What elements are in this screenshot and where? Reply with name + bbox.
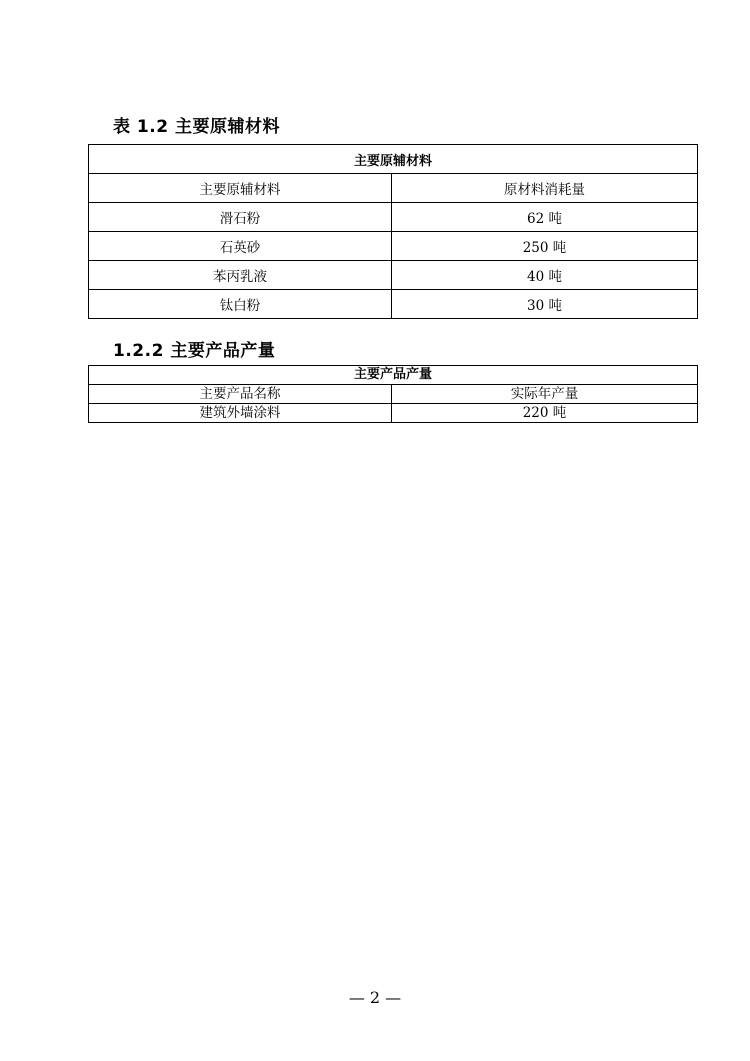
section-heading-product-output: 1.2.2 主要产品产量 — [113, 341, 276, 361]
section-heading-raw-materials: 表 1.2 主要原辅材料 — [113, 117, 280, 137]
column-header-consumption: 原材料消耗量 — [392, 174, 698, 203]
table-title: 主要产品产量 — [89, 366, 698, 385]
table-cell-annual-output: 220 吨 — [392, 404, 698, 423]
table-cell-consumption: 250 吨 — [392, 232, 698, 261]
raw-materials-table — [88, 144, 698, 319]
table-title-row — [89, 145, 698, 174]
table-cell-material: 苯丙乳液 — [89, 261, 392, 290]
table-row — [89, 203, 698, 232]
table-row — [89, 404, 698, 423]
page-number: — 2 — — [348, 988, 402, 1007]
table-cell-material: 滑石粉 — [89, 203, 392, 232]
table-header-row — [89, 174, 698, 203]
table-cell-consumption: 40 吨 — [392, 261, 698, 290]
table-title: 主要原辅材料 — [89, 145, 698, 174]
table-title-row — [89, 366, 698, 385]
table-cell-consumption: 62 吨 — [392, 203, 698, 232]
table-cell-product-name: 建筑外墙涂料 — [89, 404, 392, 423]
table-row — [89, 290, 698, 319]
table-cell-material: 钛白粉 — [89, 290, 392, 319]
table-cell-material: 石英砂 — [89, 232, 392, 261]
table-row — [89, 261, 698, 290]
column-header-annual-output: 实际年产量 — [392, 385, 698, 404]
table-row — [89, 232, 698, 261]
column-header-material: 主要原辅材料 — [89, 174, 392, 203]
table-cell-consumption: 30 吨 — [392, 290, 698, 319]
product-output-table — [88, 365, 698, 423]
table-header-row — [89, 385, 698, 404]
column-header-product-name: 主要产品名称 — [89, 385, 392, 404]
